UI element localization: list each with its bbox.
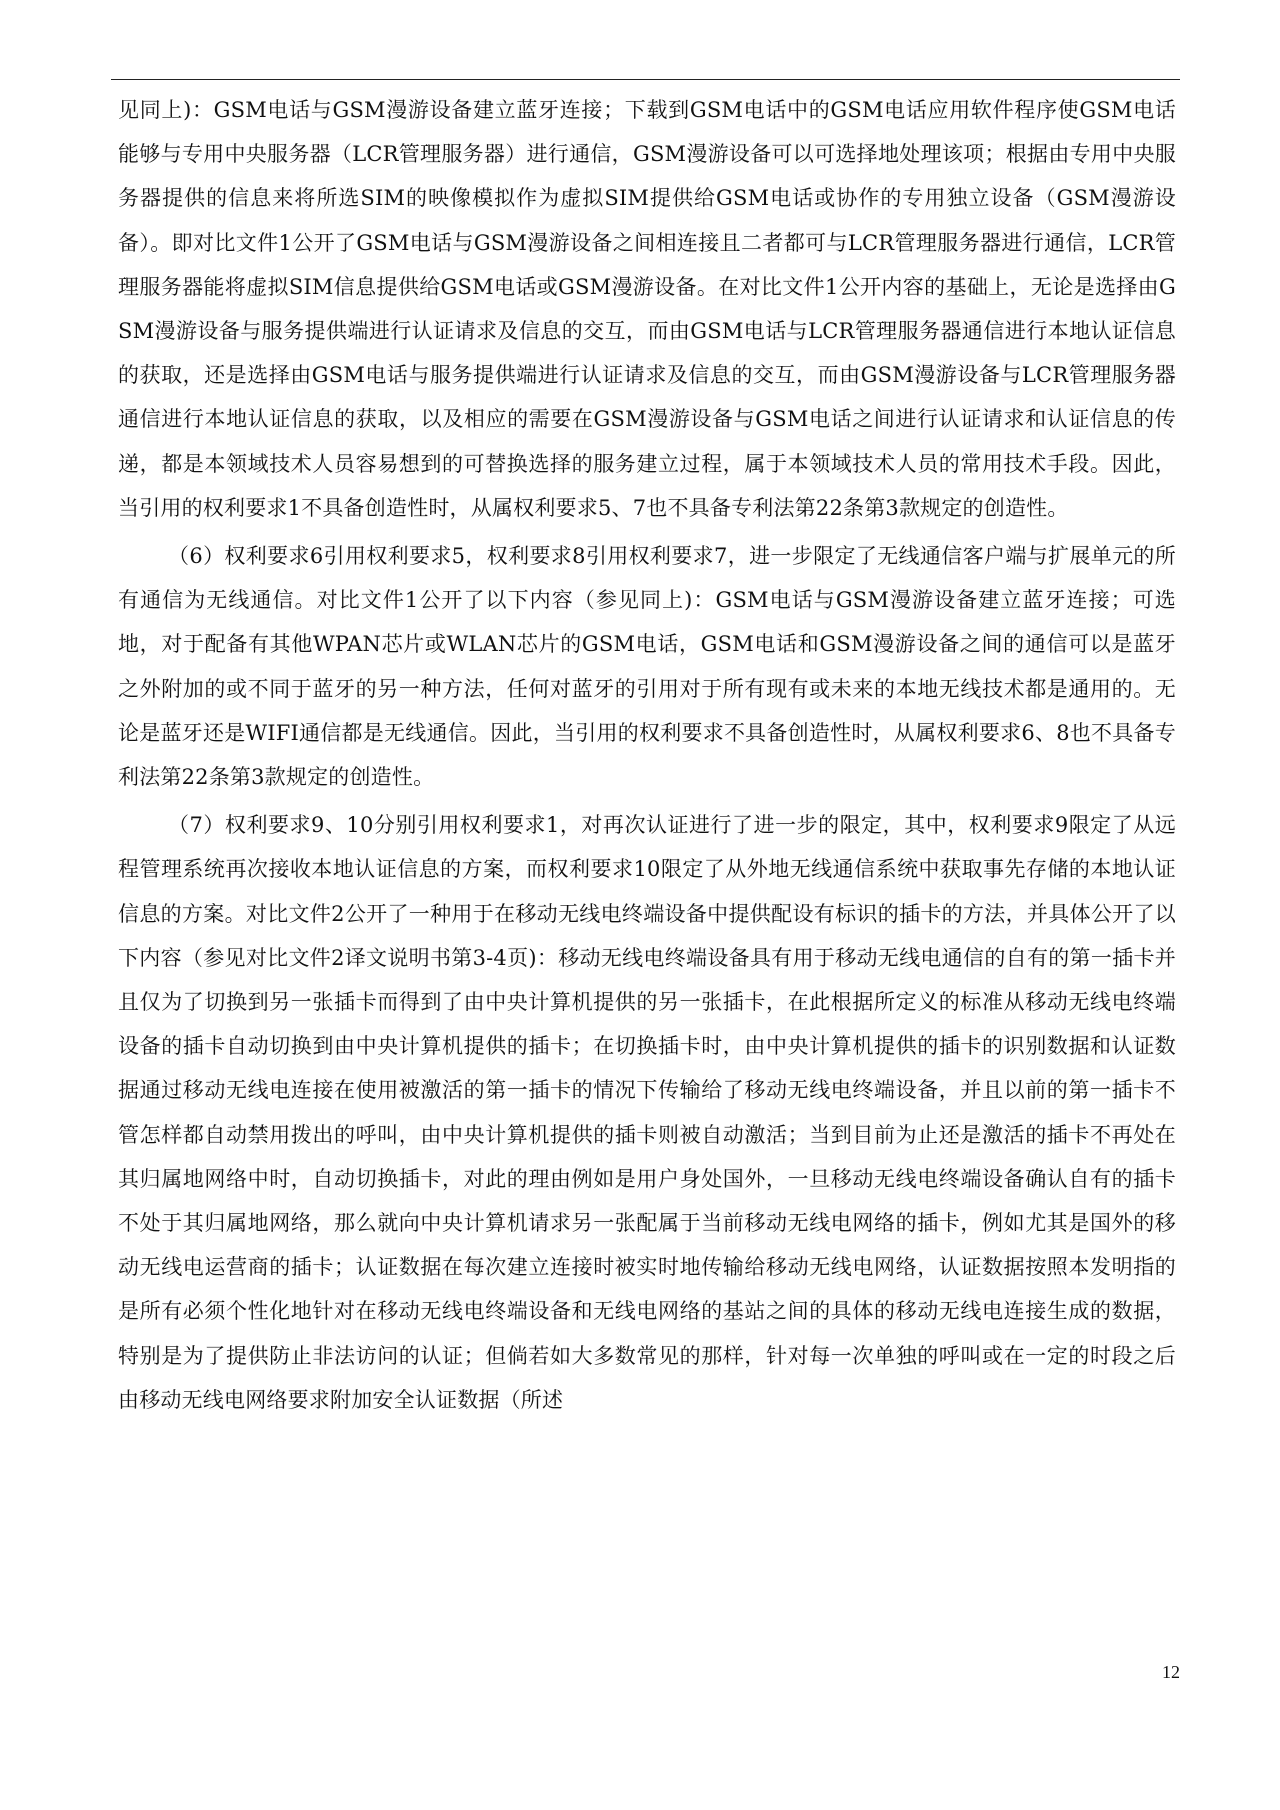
document-body bbox=[118, 88, 1176, 1422]
paragraph-7: （7）权利要求9、10分别引用权利要求1，对再次认证进行了进一步的限定，其中，权利要求9限定了从远程管理系统再次接收本地认证信息的方案，而权利要求10限定了从外地无线通信系统中获取事先存储的本地认证信息的方案。对比文件2公开了一种用于在移动无线电终端设备中提供配设有标识的插卡的方法，并具体公开了以下内容（参见对比文件2译文说明书第3-4页)：移动无线电终端设备具有用于移动无线电通信的自有的第一插卡并且仅为了切换到另一张插卡而得到了由中央计算机提供的另一张插卡，在此根据所定义的标准从移动无线电终端设备的插卡自动切换到由中央计算机提供的插卡；在切换插卡时，由中央计算机提供的插卡的识别数据和认证数据通过移动无线电连接在使用被激活的第一插卡的情况下传输给了移动无线电终端设备，并且以前的第一插卡不管怎样都自动禁用拨出的呼叫，由中央计算机提供的插卡则被自动激活；当到目前为止还是激活的插卡不再处在其归属地网络中时，自动切换插卡，对此的理由例如是用户身处国外，一旦移动无线电终端设备确认自有的插卡不处于其归属地网络，那么就向中央计算机请求另一张配属于当前移动无线电网络的插卡，例如尤其是国外的移动无线电运营商的插卡；认证数据在每次建立连接时被实时地传输给移动无线电网络，认证数据按照本发明指的是所有必须个性化地针对在移动无线电终端设备和无线电网络的基站之间的具体的移动无线电连接生成的数据，特别是为了提供防止非法访问的认证；但倘若如大多数常见的那样，针对每一次单独的呼叫或在一定的时段之后由移动无线电网络要求附加安全认证数据（所述 bbox=[118, 813, 1176, 1412]
header-rule bbox=[111, 79, 1180, 80]
paragraph-6: （6）权利要求6引用权利要求5，权利要求8引用权利要求7，进一步限定了无线通信客户端与扩展单元的所有通信为无线通信。对比文件1公开了以下内容（参见同上)：GSM电话与GSM漫游设备建立蓝牙连接；可选地，对于配备有其他WPAN芯片或WLAN芯片的GSM电话，GSM电话和GSM漫游设备之间的通信可以是蓝牙之外附加的或不同于蓝牙的另一种方法，任何对蓝牙的引用对于所有现有或未来的本地无线技术都是通用的。无论是蓝牙还是WIFI通信都是无线通信。因此，当引用的权利要求不具备创造性时，从属权利要求6、8也不具备专利法第22条第3款规定的创造性。 bbox=[118, 544, 1176, 790]
page-number: 12 bbox=[1162, 1662, 1180, 1682]
paragraph-continuation: 见同上)：GSM电话与GSM漫游设备建立蓝牙连接；下载到GSM电话中的GSM电话应用软件程序使GSM电话能够与专用中央服务器（LCR管理服务器）进行通信，GSM漫游设备可以可选择地处理该项；根据由专用中央服务器提供的信息来将所选SIM的映像模拟作为虚拟SIM提供给GSM电话或协作的专用独立设备（GSM漫游设备）。即对比文件1公开了GSM电话与GSM漫游设备之间相连接且二者都可与LCR管理服务器进行通信，LCR管理服务器能将虚拟SIM信息提供给GSM电话或GSM漫游设备。在对比文件1公开内容的基础上，无论是选择由GSM漫游设备与服务提供端进行认证请求及信息的交互，而由GSM电话与LCR管理服务器通信进行本地认证信息的获取，还是选择由GSM电话与服务提供端进行认证请求及信息的交互，而由GSM漫游设备与LCR管理服务器通信进行本地认证信息的获取，以及相应的需要在GSM漫游设备与GSM电话之间进行认证请求和认证信息的传递，都是本领域技术人员容易想到的可替换选择的服务建立过程，属于本领域技术人员的常用技术手段。因此，当引用的权利要求1不具备创造性时，从属权利要求5、7也不具备专利法第22条第3款规定的创造性。 bbox=[118, 98, 1176, 520]
